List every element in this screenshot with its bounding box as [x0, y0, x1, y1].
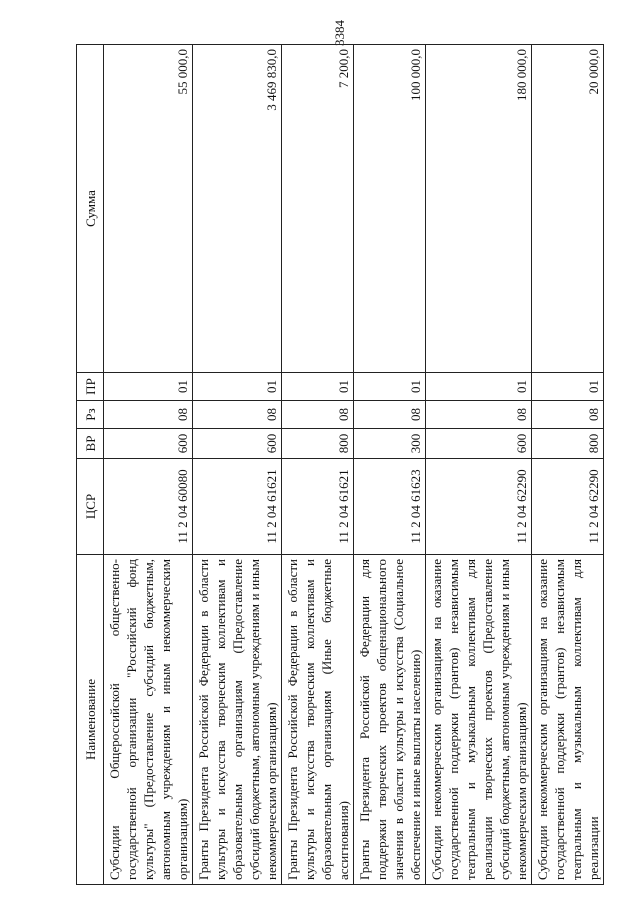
row-pr: 01 [282, 373, 354, 401]
row-name: Субсидии некоммерческим организациям на оказание государственной поддержки (грантов) независимым театральным и музыкальным коллективам для реализации творческих проектов (Предоставление субсидий бюджетным, автономным учреждениям и иным некоммерческим организациям) [426, 555, 532, 885]
row-vr: 300 [354, 429, 426, 459]
row-csr: 11 2 04 62290 [532, 459, 604, 555]
row-rz: 08 [532, 401, 604, 429]
row-name: Гранты Президента Российской Федерации в области культуры и искусства творческим коллективам и образовательным организациям (Предоставление субсидий бюджетным, автономным учреждениям и иным некоммерческим организациям) [193, 555, 282, 885]
page-number: 3384 [332, 20, 347, 46]
row-sum: 180 000,0 [426, 45, 532, 373]
table-row [426, 45, 532, 885]
row-vr: 600 [104, 429, 193, 459]
row-sum: 7 200,0 [282, 45, 354, 373]
table-row [354, 45, 426, 885]
row-sum: 3 469 830,0 [193, 45, 282, 373]
row-sum: 55 000,0 [104, 45, 193, 373]
row-rz: 08 [282, 401, 354, 429]
row-csr: 11 2 04 60080 [104, 459, 193, 555]
row-sum: 20 000,0 [532, 45, 604, 373]
row-pr: 01 [104, 373, 193, 401]
row-vr: 600 [426, 429, 532, 459]
table-row [193, 45, 282, 885]
row-pr: 01 [426, 373, 532, 401]
row-pr: 01 [354, 373, 426, 401]
row-csr: 11 2 04 61623 [354, 459, 426, 555]
row-rz: 08 [193, 401, 282, 429]
row-name: Гранты Президента Российской Федерации для поддержки творческих проектов общенационального значения в области культуры и искусства (Социальное обеспечение и иные выплаты населению) [354, 555, 426, 885]
row-rz: 08 [354, 401, 426, 429]
header-pr: ПР [77, 373, 104, 401]
row-vr: 800 [532, 429, 604, 459]
rotated-page [76, 49, 604, 885]
header-rz: Рз [77, 401, 104, 429]
row-vr: 800 [282, 429, 354, 459]
row-rz: 08 [426, 401, 532, 429]
row-csr: 11 2 04 61621 [193, 459, 282, 555]
row-csr: 11 2 04 61621 [282, 459, 354, 555]
row-name: Субсидии Общероссийской общественно-государственной организации "Российский фонд культуры" (Предоставление субсидий бюджетным, автономным учреждениям и иным некоммерческим организациям) [104, 555, 193, 885]
header-vr: ВР [77, 429, 104, 459]
row-pr: 01 [532, 373, 604, 401]
table-row [282, 45, 354, 885]
header-sum: Сумма [77, 45, 104, 373]
row-pr: 01 [193, 373, 282, 401]
row-rz: 08 [104, 401, 193, 429]
row-csr: 11 2 04 62290 [426, 459, 532, 555]
row-name: Гранты Президента Российской Федерации в области культуры и искусства творческим коллективам и образовательным организациям (Иные бюджетные ассигнования) [282, 555, 354, 885]
header-row [77, 45, 104, 885]
table-row [104, 45, 193, 885]
row-vr: 600 [193, 429, 282, 459]
header-csr: ЦСР [77, 459, 104, 555]
budget-table [76, 44, 604, 885]
row-sum: 100 000,0 [354, 45, 426, 373]
header-name: Наименование [77, 555, 104, 885]
table-row [532, 45, 604, 885]
row-name: Субсидии некоммерческим организациям на оказание государственной поддержки (грантов) независимым театральным и музыкальным коллективам для реализации [532, 555, 604, 885]
